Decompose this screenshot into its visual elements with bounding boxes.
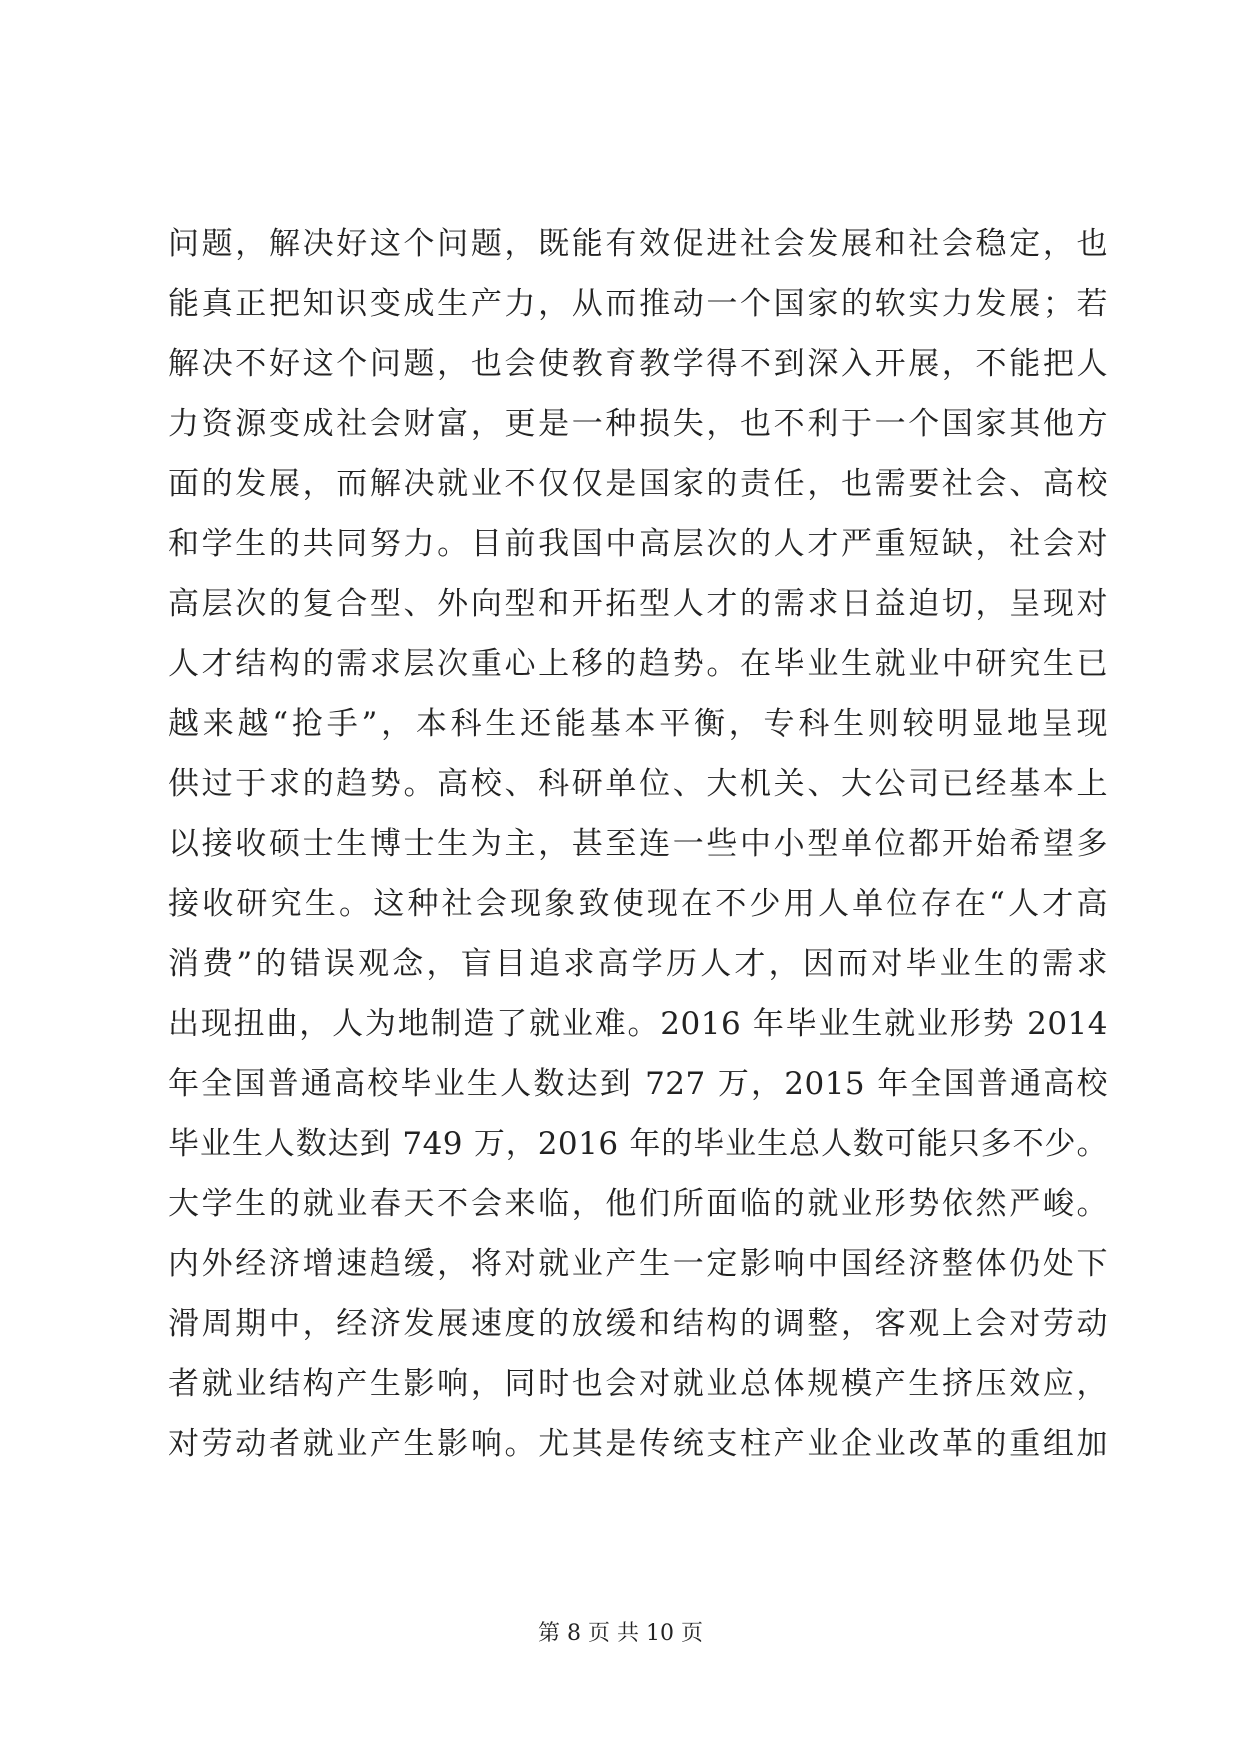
text-line: 越来越“抢手”，本科生还能基本平衡，专科生则较明显地呈现 bbox=[168, 706, 1108, 742]
text-line: 接收研究生。这种社会现象致使现在不少用人单位存在“人才高 bbox=[168, 886, 1108, 922]
text-line: 和学生的共同努力。目前我国中高层次的人才严重短缺，社会对 bbox=[168, 526, 1108, 562]
body-text bbox=[168, 224, 1108, 1484]
text-line: 能真正把知识变成生产力，从而推动一个国家的软实力发展；若 bbox=[168, 286, 1108, 322]
text-line: 高层次的复合型、外向型和开拓型人才的需求日益迫切，呈现对 bbox=[168, 586, 1108, 622]
page-number-footer: 第 8 页 共 10 页 bbox=[538, 1621, 703, 1646]
text-line: 毕业生人数达到 749 万，2016 年的毕业生总人数可能只多不少。 bbox=[168, 1126, 1108, 1162]
text-line: 大学生的就业春天不会来临，他们所面临的就业形势依然严峻。 bbox=[168, 1186, 1108, 1222]
text-line: 者就业结构产生影响，同时也会对就业总体规模产生挤压效应， bbox=[168, 1366, 1108, 1402]
text-line: 供过于求的趋势。高校、科研单位、大机关、大公司已经基本上 bbox=[168, 766, 1108, 802]
text-line: 面的发展，而解决就业不仅仅是国家的责任，也需要社会、高校 bbox=[168, 466, 1108, 502]
text-line: 年全国普通高校毕业生人数达到 727 万，2015 年全国普通高校 bbox=[168, 1066, 1108, 1102]
text-line: 出现扭曲，人为地制造了就业难。2016 年毕业生就业形势 2014 bbox=[168, 1006, 1108, 1042]
text-line: 人才结构的需求层次重心上移的趋势。在毕业生就业中研究生已 bbox=[168, 646, 1108, 682]
text-line: 以接收硕士生博士生为主，甚至连一些中小型单位都开始希望多 bbox=[168, 826, 1108, 862]
text-line: 问题，解决好这个问题，既能有效促进社会发展和社会稳定，也 bbox=[168, 226, 1108, 262]
text-line: 滑周期中，经济发展速度的放缓和结构的调整，客观上会对劳动 bbox=[168, 1306, 1108, 1342]
text-line: 力资源变成社会财富，更是一种损失，也不利于一个国家其他方 bbox=[168, 406, 1108, 442]
text-line: 解决不好这个问题，也会使教育教学得不到深入开展，不能把人 bbox=[168, 346, 1108, 382]
text-line: 对劳动者就业产生影响。尤其是传统支柱产业企业改革的重组加 bbox=[168, 1426, 1108, 1462]
text-line: 消费”的错误观念，盲目追求高学历人才，因而对毕业生的需求 bbox=[168, 946, 1108, 982]
text-line: 内外经济增速趋缓，将对就业产生一定影响中国经济整体仍处下 bbox=[168, 1246, 1108, 1282]
